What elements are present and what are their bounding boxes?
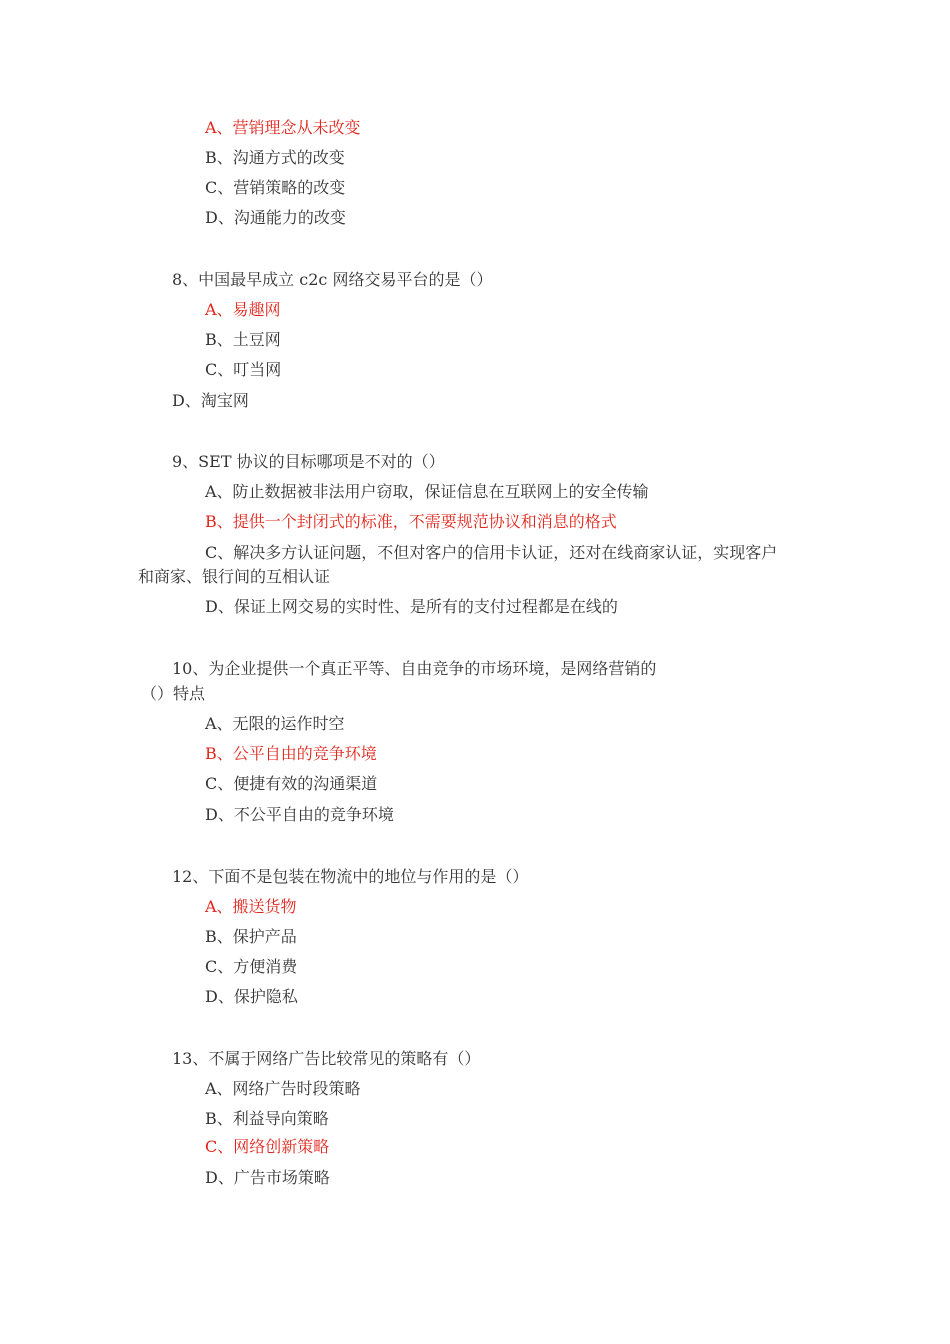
q9-option-d: D、保证上网交易的实时性、是所有的支付过程都是在线的 — [205, 597, 618, 616]
q13-option-d: D、广告市场策略 — [205, 1168, 330, 1187]
q9-question: 9、SET 协议的目标哪项是不对的（） — [172, 452, 445, 471]
q9-option-c-continued: 和商家、银行间的互相认证 — [138, 567, 331, 586]
q13-option-b: B、利益导向策略 — [205, 1109, 329, 1128]
q13-question: 13、不属于网络广告比较常见的策略有（） — [172, 1049, 481, 1068]
q7-option-b: B、沟通方式的改变 — [205, 148, 345, 167]
q9-option-a: A、防止数据被非法用户窃取，保证信息在互联网上的安全传输 — [205, 482, 649, 501]
q10-option-d: D、不公平自由的竞争环境 — [205, 805, 394, 824]
q13-option-a: A、网络广告时段策略 — [205, 1079, 361, 1098]
q10-option-c: C、便捷有效的沟通渠道 — [205, 774, 378, 793]
q8-option-b: B、土豆网 — [205, 330, 281, 349]
q10-question: 10、为企业提供一个真正平等、自由竞争的市场环境，是网络营销的 — [172, 659, 657, 678]
q12-question: 12、下面不是包装在物流中的地位与作用的是（） — [172, 867, 529, 886]
q9-option-c: C、解决多方认证问题，不但对客户的信用卡认证，还对在线商家认证，实现客户 — [205, 543, 778, 562]
q10-question-continued: （）特点 — [141, 684, 206, 703]
q12-option-c: C、方便消费 — [205, 957, 298, 976]
q13-option-c: C、网络创新策略 — [205, 1137, 330, 1156]
q12-option-a: A、搬送货物 — [205, 897, 297, 916]
q10-option-a: A、无限的运作时空 — [205, 714, 345, 733]
q7-option-d: D、沟通能力的改变 — [205, 208, 346, 227]
q8-option-d: D、淘宝网 — [172, 391, 249, 410]
q10-option-b: B、公平自由的竞争环境 — [205, 744, 377, 763]
q12-option-b: B、保护产品 — [205, 927, 297, 946]
q8-question: 8、中国最早成立 c2c 网络交易平台的是（） — [172, 270, 493, 289]
q9-option-b: B、提供一个封闭式的标准，不需要规范协议和消息的格式 — [205, 512, 617, 531]
q7-option-a: A、营销理念从未改变 — [205, 118, 361, 137]
q8-option-c: C、叮当网 — [205, 360, 282, 379]
q12-option-d: D、保护隐私 — [205, 987, 298, 1006]
q8-option-a: A、易趣网 — [205, 300, 281, 319]
q7-option-c: C、营销策略的改变 — [205, 178, 346, 197]
